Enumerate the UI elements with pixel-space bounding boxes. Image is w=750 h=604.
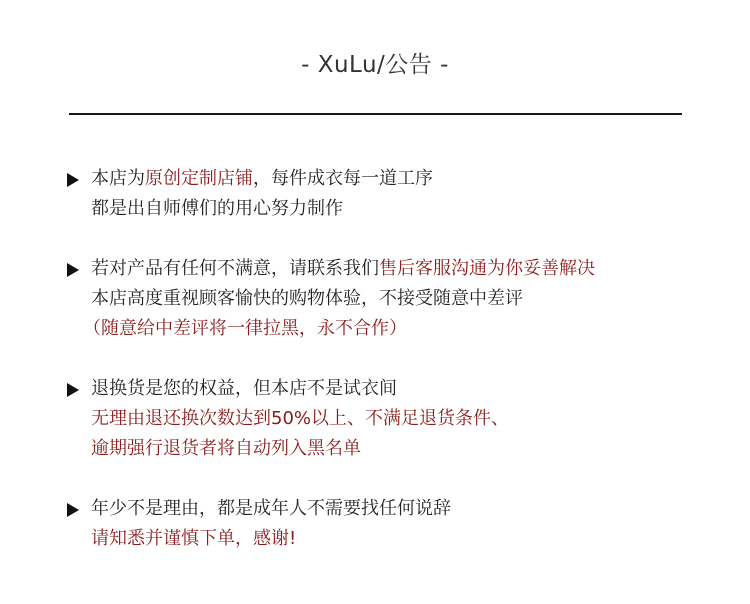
text-segment-highlight: 请知悉并谨慎下单，感谢! [91, 528, 297, 549]
notice-line [67, 524, 451, 554]
title-divider [69, 113, 682, 115]
text-segment-highlight: 逾期强行退货者将自动列入黑名单 [91, 438, 361, 459]
notice-line [67, 254, 595, 284]
text-segment-highlight: 售后客服沟通为你妥善解决 [379, 258, 595, 279]
notice-block-1 [67, 164, 433, 224]
text-segment: 若对产品有任何不满意，请联系我们 [91, 258, 379, 279]
notice-line [67, 434, 509, 464]
notice-line [67, 194, 433, 224]
text-segment: 退换货是您的权益，但本店不是试衣间 [91, 378, 397, 399]
notice-line [67, 314, 595, 344]
triangle-bullet-icon [67, 503, 79, 517]
text-segment: ，每件成衣每一道工序 [253, 168, 433, 189]
text-segment-highlight: 无理由退还换次数达到50%以上、不满足退货条件、 [91, 408, 510, 429]
notice-line [67, 494, 451, 524]
triangle-bullet-icon [67, 383, 79, 397]
notice-line [67, 164, 433, 194]
page-title: - XuLu/公告 - [301, 52, 449, 78]
text-segment: 本店高度重视顾客愉快的购物体验，不接受随意中差评 [91, 288, 523, 309]
text-segment: 都是出自师傅们的用心努力制作 [91, 198, 343, 219]
notice-block-4 [67, 494, 451, 554]
triangle-bullet-icon [67, 263, 79, 277]
text-segment-highlight: 原创定制店铺 [145, 168, 253, 189]
notice-block-3 [67, 374, 509, 464]
text-segment: 年少不是理由，都是成年人不需要找任何说辞 [91, 498, 451, 519]
notice-line [67, 374, 509, 404]
notice-line [67, 284, 595, 314]
text-segment: 本店为 [91, 168, 145, 189]
notice-block-2 [67, 254, 595, 344]
text-segment-highlight: （随意给中差评将一律拉黑，永不合作） [83, 318, 407, 339]
triangle-bullet-icon [67, 173, 79, 187]
notice-line [67, 404, 509, 434]
